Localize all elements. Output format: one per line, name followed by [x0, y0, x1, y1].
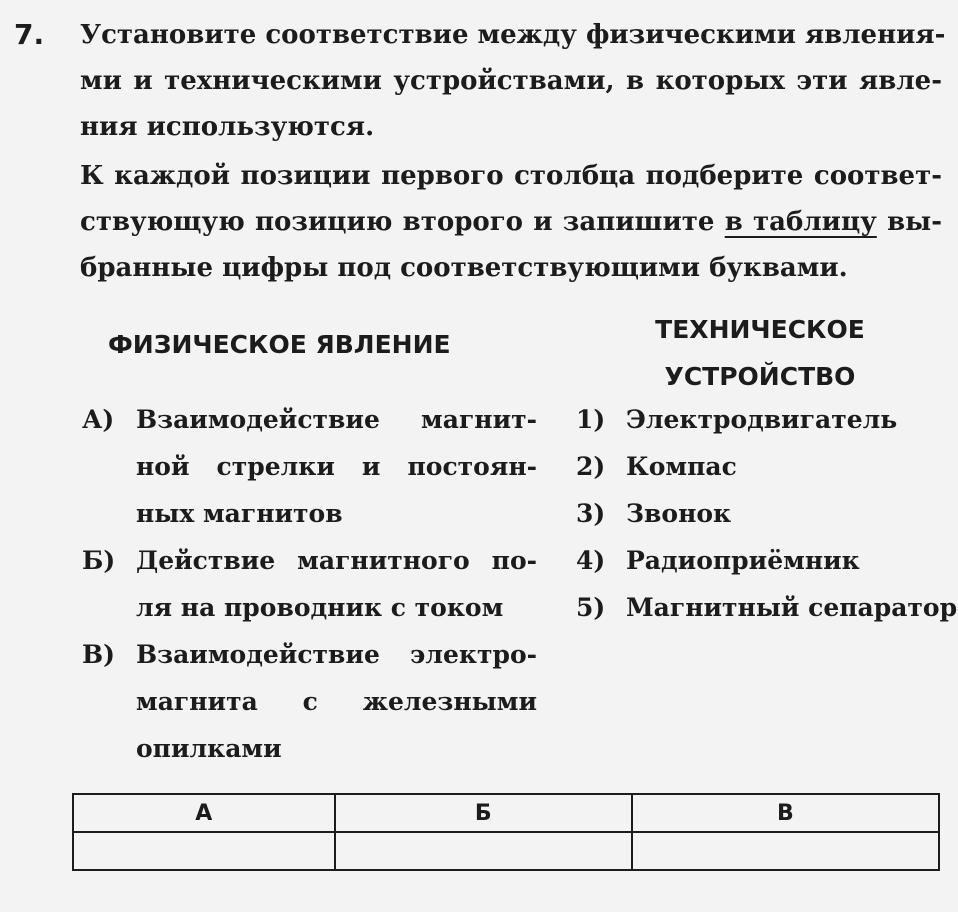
item-number: 1) — [576, 405, 606, 434]
answer-table-header-row — [73, 794, 939, 832]
device-name: Магнитный сепаратор — [626, 593, 958, 622]
task-instruction — [80, 12, 946, 150]
instruction-line: ми и техническими устройствами, в которых эти явле- — [80, 66, 942, 96]
task-subinstruction — [80, 153, 942, 291]
answer-table-input-row — [73, 832, 939, 870]
right-column-header — [622, 306, 898, 400]
item-line: Действие магнитного по- — [136, 546, 537, 575]
subinstruction-line: бранные цифры под соответствующими буквами. — [80, 253, 848, 283]
item-number: 3) — [576, 499, 606, 528]
device-name: Электродвигатель — [626, 405, 898, 434]
underlined-phrase: в таблицу — [724, 207, 877, 237]
right-header-line: ТЕХНИЧЕСКОЕ — [655, 315, 865, 344]
left-column-header: ФИЗИЧЕСКОЕ ЯВЛЕНИЕ — [108, 330, 451, 359]
answer-cell-b[interactable] — [335, 832, 632, 870]
device-item-1 — [576, 396, 957, 443]
device-name: Звонок — [626, 499, 732, 528]
device-item-4 — [576, 537, 957, 584]
devices-list — [576, 396, 957, 631]
item-line: ля на проводник с током — [136, 593, 504, 622]
answer-table — [72, 793, 940, 871]
subinstruction-text: вы- — [876, 207, 942, 237]
item-line: Взаимодействие магнит- — [136, 405, 537, 434]
item-letter: В) — [82, 640, 115, 669]
answer-header-v: В — [632, 794, 939, 832]
phenomena-list — [82, 396, 537, 772]
device-item-3 — [576, 490, 957, 537]
item-line: магнита с железными — [136, 687, 537, 716]
item-line: ных магнитов — [136, 499, 343, 528]
phenomenon-item-a — [82, 396, 537, 537]
item-number: 2) — [576, 452, 606, 481]
answer-header-b: Б — [335, 794, 632, 832]
instruction-line: ния используются. — [80, 112, 375, 142]
question-number: 7. — [14, 18, 45, 51]
right-header-line: УСТРОЙСТВО — [664, 362, 856, 391]
phenomenon-item-v — [82, 631, 537, 772]
answer-cell-v[interactable] — [632, 832, 939, 870]
phenomenon-item-b — [82, 537, 537, 631]
item-number: 4) — [576, 546, 606, 575]
device-item-2 — [576, 443, 957, 490]
item-line: Взаимодействие электро- — [136, 640, 537, 669]
device-name: Радиоприёмник — [626, 546, 860, 575]
item-letter: А) — [82, 405, 115, 434]
answer-header-a: А — [73, 794, 335, 832]
item-line: опилками — [136, 734, 282, 763]
subinstruction-line: К каждой позиции первого столбца подберите соответ- — [80, 161, 942, 191]
answer-cell-a[interactable] — [73, 832, 335, 870]
instruction-line: Установите соответствие между физическими явления- — [80, 20, 946, 50]
item-line: ной стрелки и постоян- — [136, 452, 537, 481]
subinstruction-text: ствующую позицию второго и запишите — [80, 207, 725, 237]
item-number: 5) — [576, 593, 606, 622]
device-item-5 — [576, 584, 957, 631]
item-letter: Б) — [82, 546, 116, 575]
device-name: Компас — [626, 452, 737, 481]
subinstruction-line — [80, 199, 942, 245]
